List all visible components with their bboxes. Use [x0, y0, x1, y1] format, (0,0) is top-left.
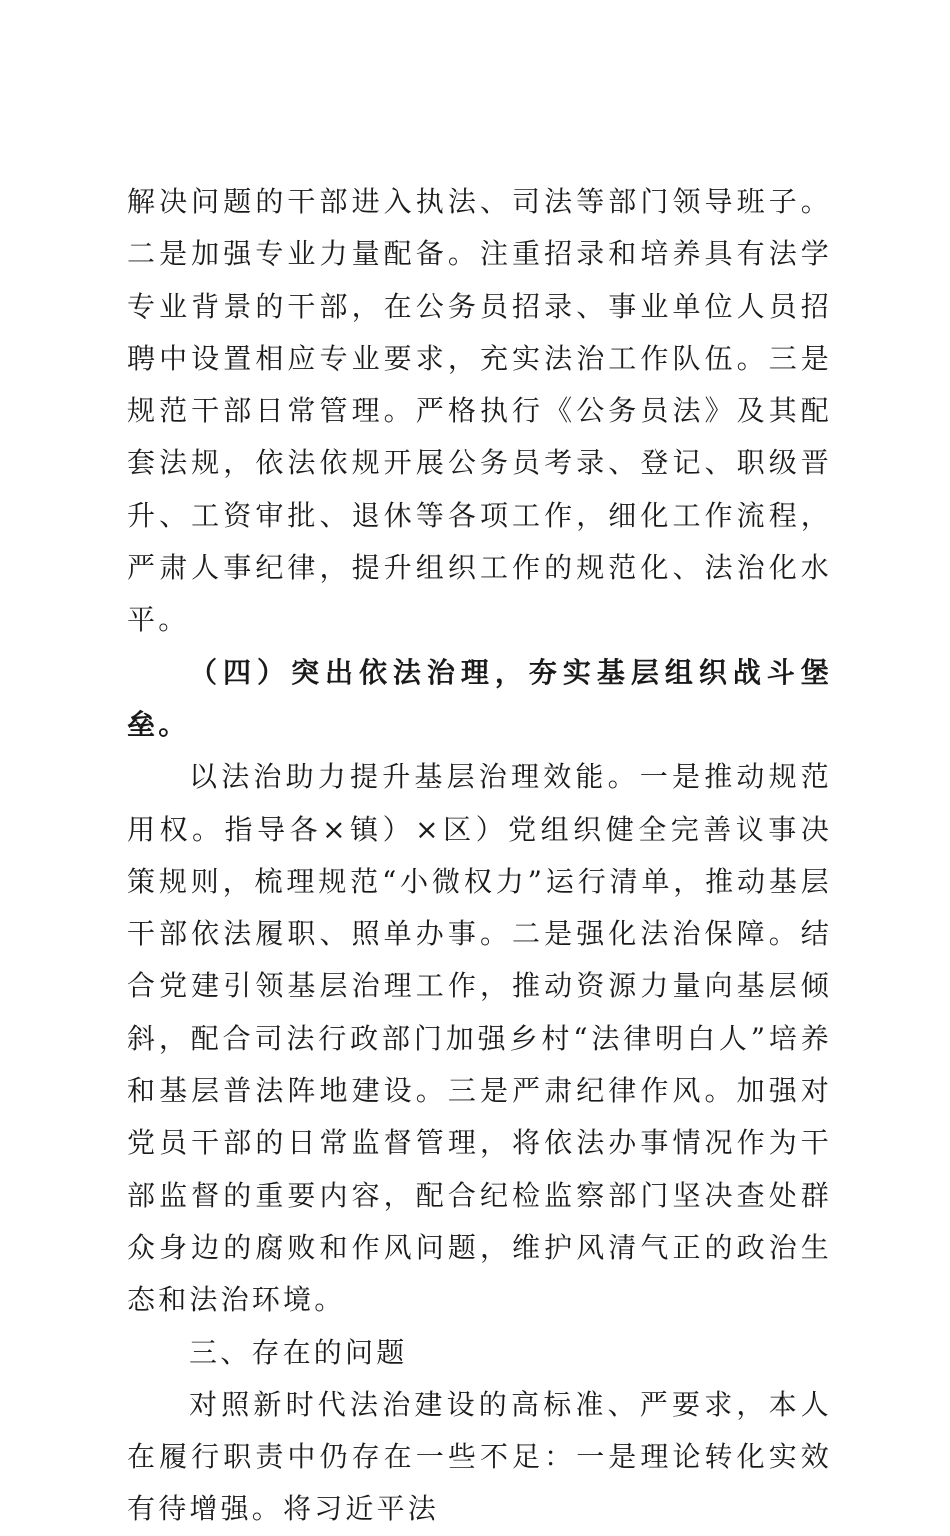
section-heading-grassroots-governance: （四）突出依法治理，夯实基层组织战斗堡垒。 — [127, 655, 832, 741]
document-body — [127, 176, 832, 1536]
paragraph-grassroots-governance: 以法治助力提升基层治理效能。一是推动规范用权。指导各×镇）×区）党组织健全完善议事决策规则，梳理规范“小微权力”运行清单，推动基层干部依法履职、照单办事。二是强化法治保障。结合党建引领基层治理工作，推动资源力量向基层倾斜，配合司法行政部门加强乡村“法律明白人”培养和基层普法阵地建设。三是严肃纪律作风。加强对党员干部的日常监督管理，将依法办事情况作为干部监督的重要内容，配合纪检监察部门坚决查处群众身边的腐败和作风问题，维护风清气正的政治生态和法治环境。 — [127, 760, 832, 1317]
section-heading-existing-problems: 三、存在的问题 — [189, 1335, 408, 1369]
paragraph-existing-problems: 对照新时代法治建设的高标准、严要求，本人在履行职责中仍存在一些不足：一是理论转化实效有待增强。将习近平法 — [127, 1387, 832, 1526]
paragraph-cadre-management: 解决问题的干部进入执法、司法等部门领导班子。二是加强专业力量配备。注重招录和培养具有法学专业背景的干部，在公务员招录、事业单位人员招聘中设置相应专业要求，充实法治工作队伍。三是规范干部日常管理。严格执行《公务员法》及其配套法规，依法依规开展公务员考录、登记、职级晋升、工资审批、退休等各项工作，细化工作流程，严肃人事纪律，提升组织工作的规范化、法治化水平。 — [127, 185, 832, 637]
